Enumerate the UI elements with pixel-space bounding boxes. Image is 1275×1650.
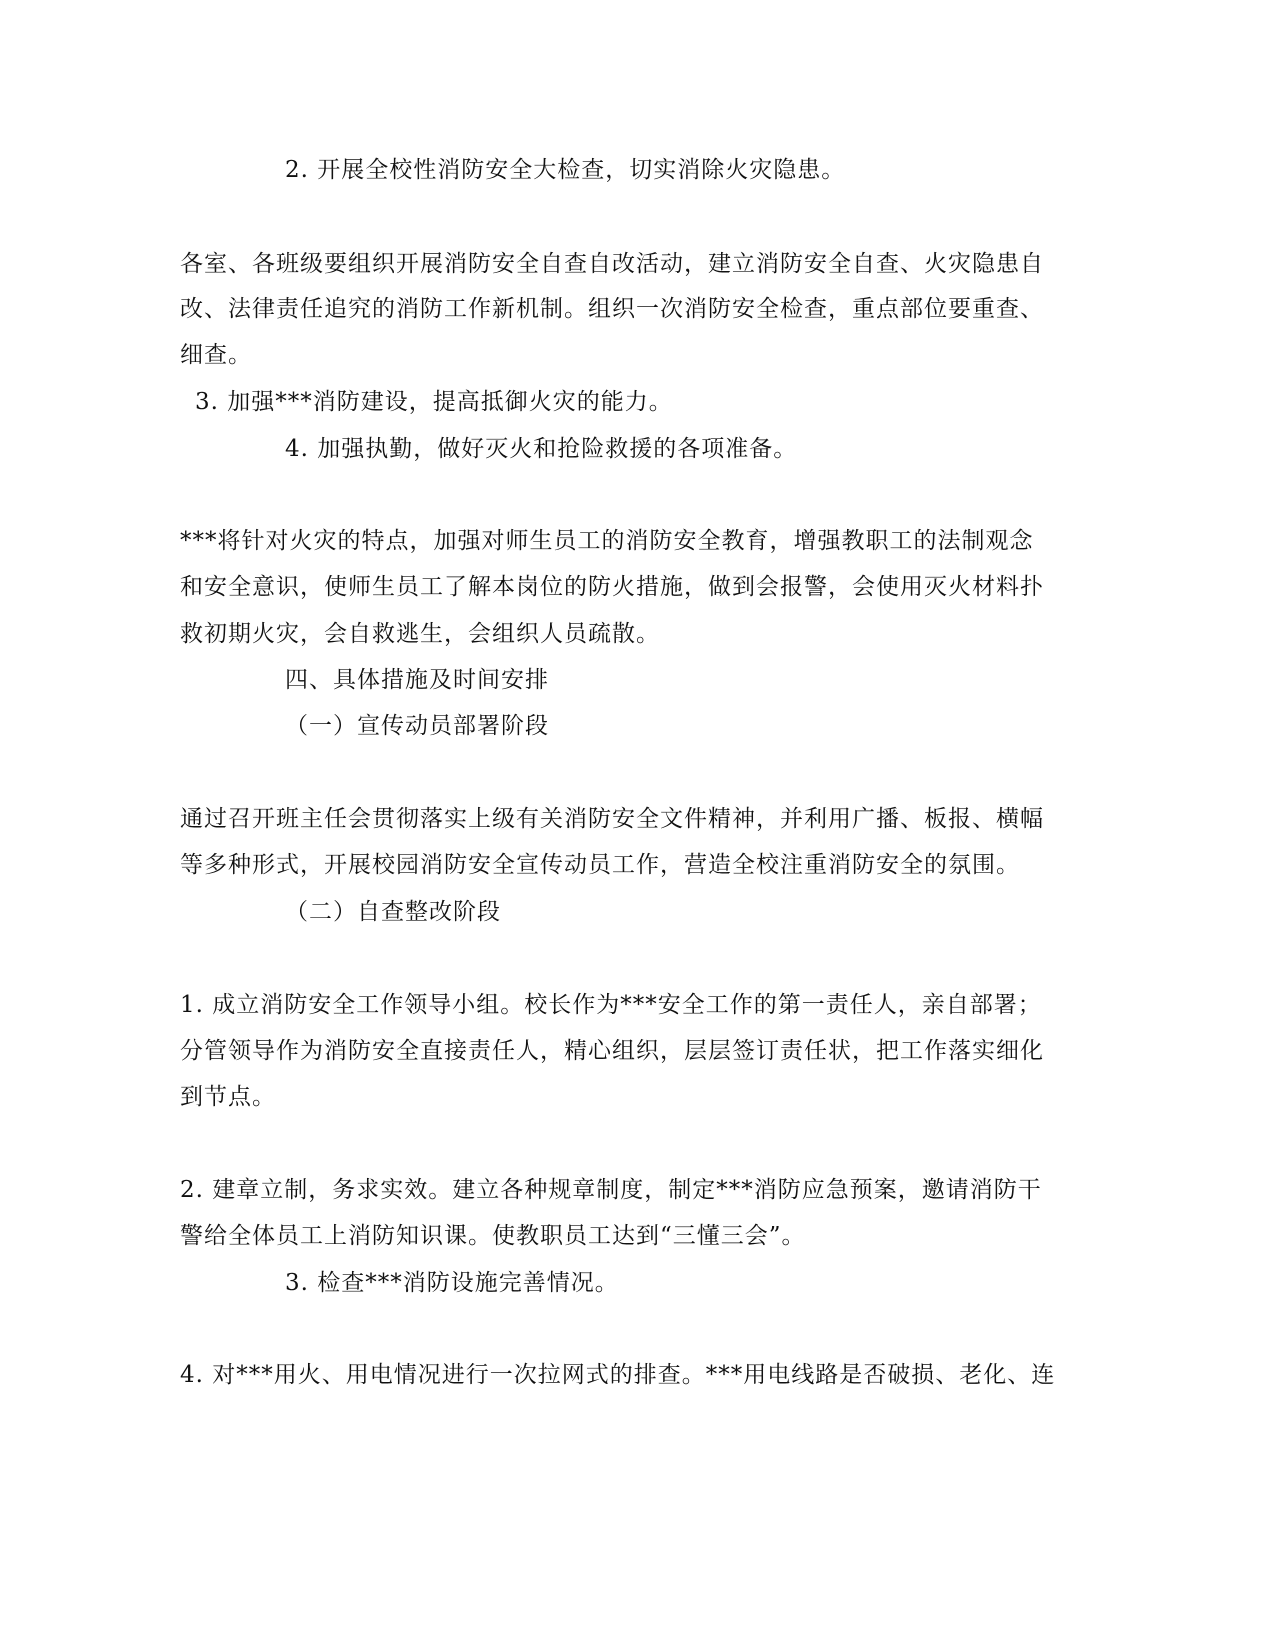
paragraph-line: 1. 成立消防安全工作领导小组。校长作为***安全工作的第一责任人，亲自部署； [180,992,1042,1018]
paragraph-line: 改、法律责任追究的消防工作新机制。组织一次消防安全检查，重点部位要重查、 [180,296,1044,322]
paragraph-line: 细查。 [180,342,252,368]
paragraph-line: 2. 建章立制，务求实效。建立各种规章制度，制定***消防应急预案，邀请消防干 [180,1177,1042,1203]
subsection-heading: （二）自查整改阶段 [285,899,501,925]
paragraph-line: ***将针对火灾的特点，加强对师生员工的消防安全教育，增强教职工的法制观念 [180,528,1034,554]
paragraph-line: 分管领导作为消防安全直接责任人，精心组织，层层签订责任状，把工作落实细化 [180,1038,1044,1064]
paragraph-line: 和安全意识，使师生员工了解本岗位的防火措施，做到会报警，会使用灭火材料扑 [180,574,1044,600]
section-heading: 四、具体措施及时间安排 [285,667,549,693]
paragraph-line: 各室、各班级要组织开展消防安全自查自改活动，建立消防安全自查、火灾隐患自 [180,251,1044,277]
paragraph-line: 警给全体员工上消防知识课。使教职员工达到“三懂三会”。 [180,1223,806,1249]
item-3-heading: 3. 加强***消防建设，提高抵御火灾的能力。 [195,389,673,415]
paragraph-line: 4. 对***用火、用电情况进行一次拉网式的排查。***用电线路是否破损、老化、连 [180,1362,1056,1388]
item-heading: 3. 检查***消防设施完善情况。 [285,1270,619,1296]
paragraph-line: 通过召开班主任会贯彻落实上级有关消防安全文件精神，并利用广播、板报、横幅 [180,806,1044,832]
subsection-heading: （一）宣传动员部署阶段 [285,713,549,739]
item-2-heading: 2. 开展全校性消防安全大检查，切实消除火灾隐患。 [285,157,846,183]
paragraph-line: 救初期火灾，会自救逃生，会组织人员疏散。 [180,621,660,647]
item-4-heading: 4. 加强执勤，做好灭火和抢险救援的各项准备。 [285,436,798,462]
paragraph-line: 到节点。 [180,1084,276,1110]
paragraph-line: 等多种形式，开展校园消防安全宣传动员工作，营造全校注重消防安全的氛围。 [180,852,1020,878]
